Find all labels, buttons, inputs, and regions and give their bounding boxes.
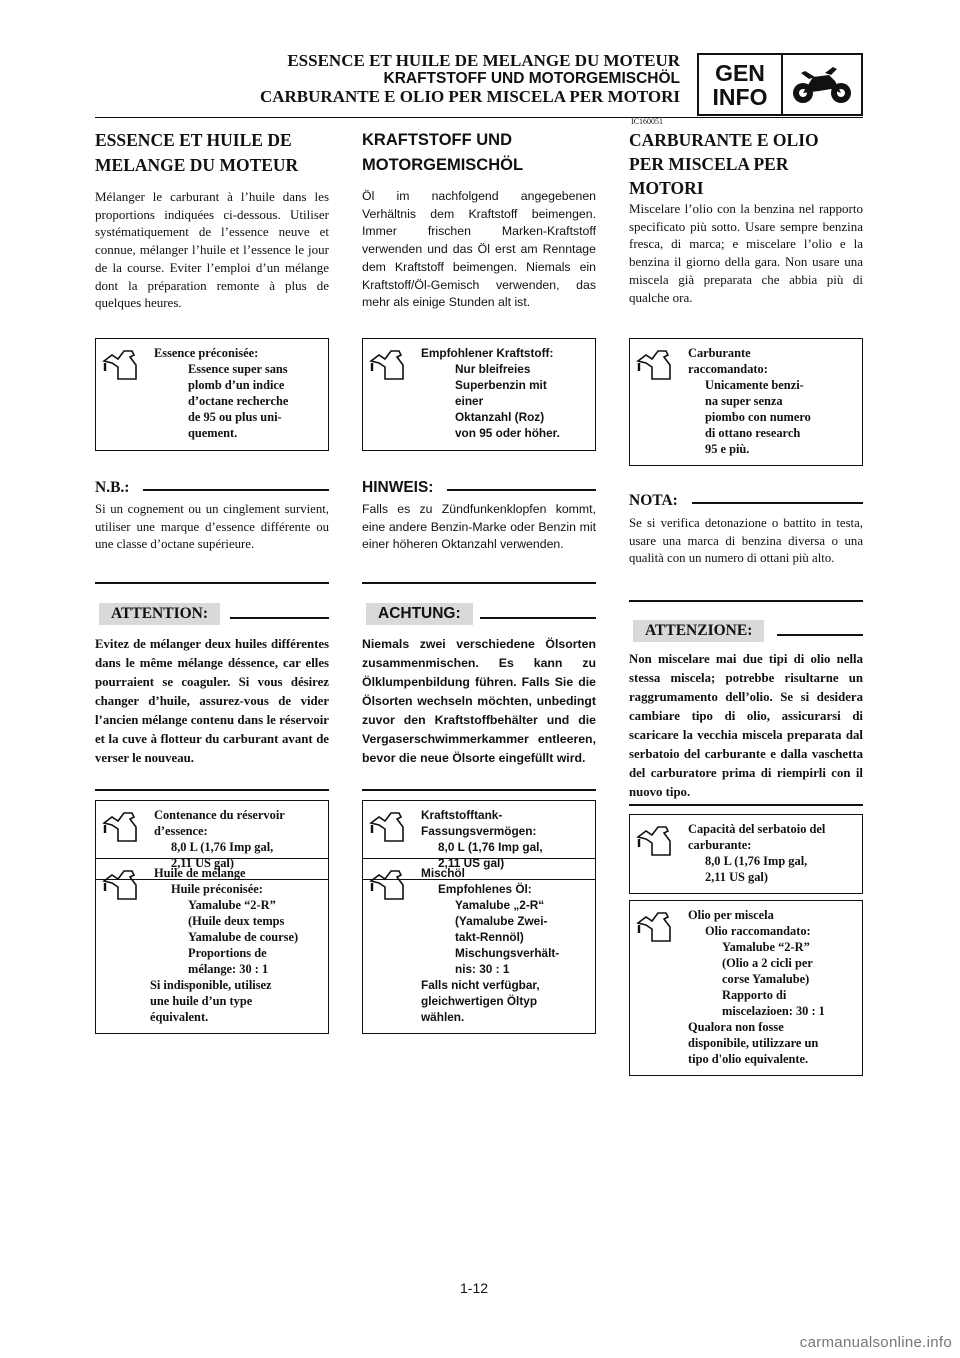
section-title: CARBURANTE E OLIO PER MISCELA PER MOTORI bbox=[629, 130, 819, 198]
oil-can-icon bbox=[369, 809, 409, 845]
spec-label: Carburante bbox=[688, 346, 751, 360]
section-badge bbox=[697, 53, 863, 116]
spec-line: wählen. bbox=[421, 1010, 465, 1024]
oil-can-icon bbox=[369, 867, 409, 903]
spec-line: d’octane recherche bbox=[188, 394, 289, 408]
watermark: carmanualsonline.info bbox=[799, 1334, 952, 1351]
spec-label: Capacità del serbatoio del bbox=[688, 822, 826, 836]
spec-line: Essence super sans bbox=[188, 362, 288, 376]
spec-label: Olio per miscela bbox=[688, 908, 774, 922]
spec-line: Olio raccomandato: bbox=[705, 924, 811, 938]
caution-header bbox=[629, 620, 863, 644]
note-end-rule bbox=[95, 582, 329, 584]
spec-box-oil bbox=[629, 900, 863, 1076]
spec-line: 2,11 US gal) bbox=[705, 870, 768, 884]
intro-paragraph: Mélanger le carburant à l’huile dans les proportions indiquées ci-dessous. Utiliser systématiquement de l’essence neuve et connue, mélanger l’huile et l’essence le jour de la course. Eviter l’emploi d’un mélange dont la préparation remonte à plus de quelques heures. bbox=[95, 189, 329, 311]
caution-label: ATTENTION: bbox=[99, 603, 220, 625]
note-header bbox=[629, 491, 863, 511]
spec-line: équivalent. bbox=[150, 1010, 209, 1024]
header-title-it: CARBURANTE E OLIO PER MISCELA PER MOTORI bbox=[259, 87, 680, 106]
spec-box-oil bbox=[362, 858, 596, 1034]
caution-end-rule bbox=[629, 804, 863, 806]
section-title: KRAFTSTOFF UND MOTORGEMISCHÖL bbox=[362, 131, 524, 174]
spec-line: takt-Rennöl) bbox=[455, 930, 524, 944]
oil-can-icon bbox=[636, 823, 676, 859]
spec-line: piombo con numero bbox=[705, 410, 811, 424]
caution-header bbox=[362, 603, 596, 627]
spec-label: Essence préconisée: bbox=[154, 346, 259, 360]
oil-can-icon bbox=[636, 909, 676, 945]
note-label: NOTA: bbox=[629, 492, 678, 509]
spec-line: 2,11 US gal) bbox=[438, 856, 505, 870]
oil-can-icon bbox=[102, 347, 142, 383]
spec-box-fuel bbox=[362, 338, 596, 451]
caution-header bbox=[95, 603, 329, 627]
spec-label: d’essence: bbox=[154, 824, 208, 838]
spec-line: (Yamalube Zwei- bbox=[455, 914, 548, 928]
spec-line: Yamalube “2-R” bbox=[722, 940, 810, 954]
caution-text: Evitez de mélanger deux huiles différentes dans le même mélange déssence, car elles pourraient se coaguler. Si vous désirez changer d’huile, assurez-vous de vider l’ancien mélange contenu dans le réservoir et la cuve à flotteur du carburant avant de verser le nouveau. bbox=[95, 637, 329, 765]
spec-line: miscelazioen: 30 : 1 bbox=[722, 1004, 825, 1018]
column-german bbox=[362, 128, 596, 870]
spec-line: corse Yamalube) bbox=[722, 972, 810, 986]
spec-line: Falls nicht verfügbar, bbox=[421, 978, 540, 992]
spec-line: 8,0 L (1,76 Imp gal, bbox=[438, 840, 543, 854]
oil-can-icon bbox=[102, 809, 142, 845]
spec-label: Contenance du réservoir bbox=[154, 808, 285, 822]
note-label: HINWEIS: bbox=[362, 479, 434, 496]
intro-paragraph: Öl im nachfolgend angegebenen Verhältnis dem Kraftstoff beimengen. Immer frischen Marken-Kraftstoff verwenden und das Öl erst am Renntage dem Kraftstoff beimengen. Niemals ein Kraftstoff/Öl-Gemisch verwenden, das mehr als einige Stunden alt ist. bbox=[362, 189, 596, 310]
note-label: N.B.: bbox=[95, 479, 130, 496]
note-text: Falls es zu Zündfunkenklopfen kommt, eine andere Benzin-Marke oder Benzin mit einer höheren Oktanzahl verwenden. bbox=[362, 502, 596, 552]
spec-line: Si indisponible, utilisez bbox=[150, 978, 272, 992]
spec-label: Huile de mélange bbox=[154, 866, 246, 880]
intro-paragraph: Miscelare l’olio con la benzina nel rapporto specificato più sotto. Usare sempre benzina fresca, di marca; e miscelare l’olio e la benzina il giorno della gara. Non usare una miscela già preparata che abbia più di qualche ora. bbox=[629, 201, 863, 305]
spec-line: disponibile, utilizzare un bbox=[688, 1036, 819, 1050]
spec-line: plomb d’un indice bbox=[188, 378, 285, 392]
spec-line: 95 e più. bbox=[705, 442, 750, 456]
note-end-rule bbox=[629, 600, 863, 602]
note-header bbox=[362, 478, 596, 498]
spec-line: Empfohlenes Öl: bbox=[438, 882, 532, 896]
oil-can-icon bbox=[636, 347, 676, 383]
spec-line: di ottano research bbox=[705, 426, 801, 440]
column-italian bbox=[629, 128, 863, 884]
oil-can-icon bbox=[102, 867, 142, 903]
spec-line: de 95 ou plus uni- bbox=[188, 410, 282, 424]
header-title-fr: ESSENCE ET HUILE DE MELANGE DU MOTEUR bbox=[287, 51, 680, 70]
spec-label: Empfohlener Kraftstoff: bbox=[421, 346, 554, 360]
section-title: ESSENCE ET HUILE DE MELANGE DU MOTEUR bbox=[95, 130, 299, 175]
spec-line: Nur bleifreies bbox=[455, 362, 531, 376]
spec-line: tipo d'olio equivalente. bbox=[688, 1052, 809, 1066]
spec-label: Fassungsvermögen: bbox=[421, 824, 537, 838]
spec-box-tank bbox=[629, 814, 863, 894]
spec-line: mélange: 30 : 1 bbox=[188, 962, 269, 976]
spec-line: Superbenzin mit bbox=[455, 378, 547, 392]
caution-text: Niemals zwei verschiedene Ölsorten zusammenmischen. Es kann zu Ölklumpenbildung führen. Falls Sie die Ölsorten wechseln möchten, unbedingt zuvor den Kraftstoffbehälter und die Vergaserschwimmerkammer entleeren, bevor die neue Ölsorte eingefüllt wird. bbox=[362, 637, 596, 765]
spec-box-oil bbox=[95, 858, 329, 1034]
spec-line: Oktanzahl (Roz) bbox=[455, 410, 545, 424]
spec-line: na super senza bbox=[705, 394, 783, 408]
spec-line: 8,0 L (1,76 Imp gal, bbox=[171, 840, 274, 854]
note-text: Se si verifica detonazione o battito in testa, usare una marca di benzina diversa o una qualità con un numero di ottani più alto. bbox=[629, 516, 863, 566]
badge-bottom: INFO bbox=[712, 83, 768, 110]
note-end-rule bbox=[362, 582, 596, 584]
spec-line: Yamalube de course) bbox=[188, 930, 299, 944]
header-rule bbox=[95, 117, 863, 118]
spec-line: 8,0 L (1,76 Imp gal, bbox=[705, 854, 808, 868]
spec-line: Qualora non fosse bbox=[688, 1020, 784, 1034]
page-header bbox=[260, 52, 680, 106]
caution-label: ATTENZIONE: bbox=[633, 620, 764, 642]
note-text: Si un cognement ou un cinglement survient, utiliser une marque d’essence différente ou une classe d’octane supérieure. bbox=[95, 502, 329, 552]
spec-line: einer bbox=[455, 394, 484, 408]
spec-line: von 95 oder höher. bbox=[455, 426, 560, 440]
spec-line: gleichwertigen Öltyp bbox=[421, 994, 538, 1008]
caution-text: Non miscelare mai due tipi di olio nella stessa miscela; potrebbe risultarne un raggrumamento dell’olio. Se si desidera cambiare tipo di olio, assicurarsi di scaricare la vecchia miscela preparata dal serbatoio del carburante e dalla vaschetta del carburatore prima di riempirli con il nuovo tipo. bbox=[629, 652, 863, 799]
spec-box-fuel bbox=[95, 338, 329, 451]
spec-line: nis: 30 : 1 bbox=[455, 962, 510, 976]
badge-text bbox=[699, 55, 783, 114]
spec-line: Proportions de bbox=[188, 946, 267, 960]
spec-box-fuel bbox=[629, 338, 863, 466]
section-code: IC160051 bbox=[631, 117, 663, 126]
spec-label: raccomandato: bbox=[688, 362, 768, 376]
spec-line: Huile préconisée: bbox=[171, 882, 263, 896]
spec-line: une huile d’un type bbox=[150, 994, 253, 1008]
note-header bbox=[95, 478, 329, 498]
spec-line: Mischungsverhält- bbox=[455, 946, 560, 960]
page-number: 1-12 bbox=[460, 1280, 489, 1296]
oil-can-icon bbox=[369, 347, 409, 383]
header-title-de: KRAFTSTOFF UND MOTORGEMISCHÖL bbox=[383, 70, 680, 87]
motorcycle-icon bbox=[783, 55, 861, 114]
spec-line: quement. bbox=[188, 426, 238, 440]
badge-top: GEN bbox=[715, 59, 765, 86]
spec-line: Yamalube „2-R“ bbox=[455, 898, 545, 912]
spec-label: Mischöl bbox=[421, 866, 465, 880]
spec-line: (Olio a 2 cicli per bbox=[722, 956, 813, 970]
spec-line: (Huile deux temps bbox=[188, 914, 285, 928]
caution-end-rule bbox=[95, 789, 329, 791]
spec-line: Rapporto di bbox=[722, 988, 787, 1002]
caution-end-rule bbox=[362, 789, 596, 791]
spec-label: Kraftstofftank- bbox=[421, 808, 503, 822]
column-french bbox=[95, 128, 329, 870]
spec-line: Yamalube “2-R” bbox=[188, 898, 276, 912]
spec-label: carburante: bbox=[688, 838, 752, 852]
caution-label: ACHTUNG: bbox=[366, 603, 473, 625]
spec-line: Unicamente benzi- bbox=[705, 378, 804, 392]
spec-line: 2,11 US gal) bbox=[171, 856, 234, 870]
